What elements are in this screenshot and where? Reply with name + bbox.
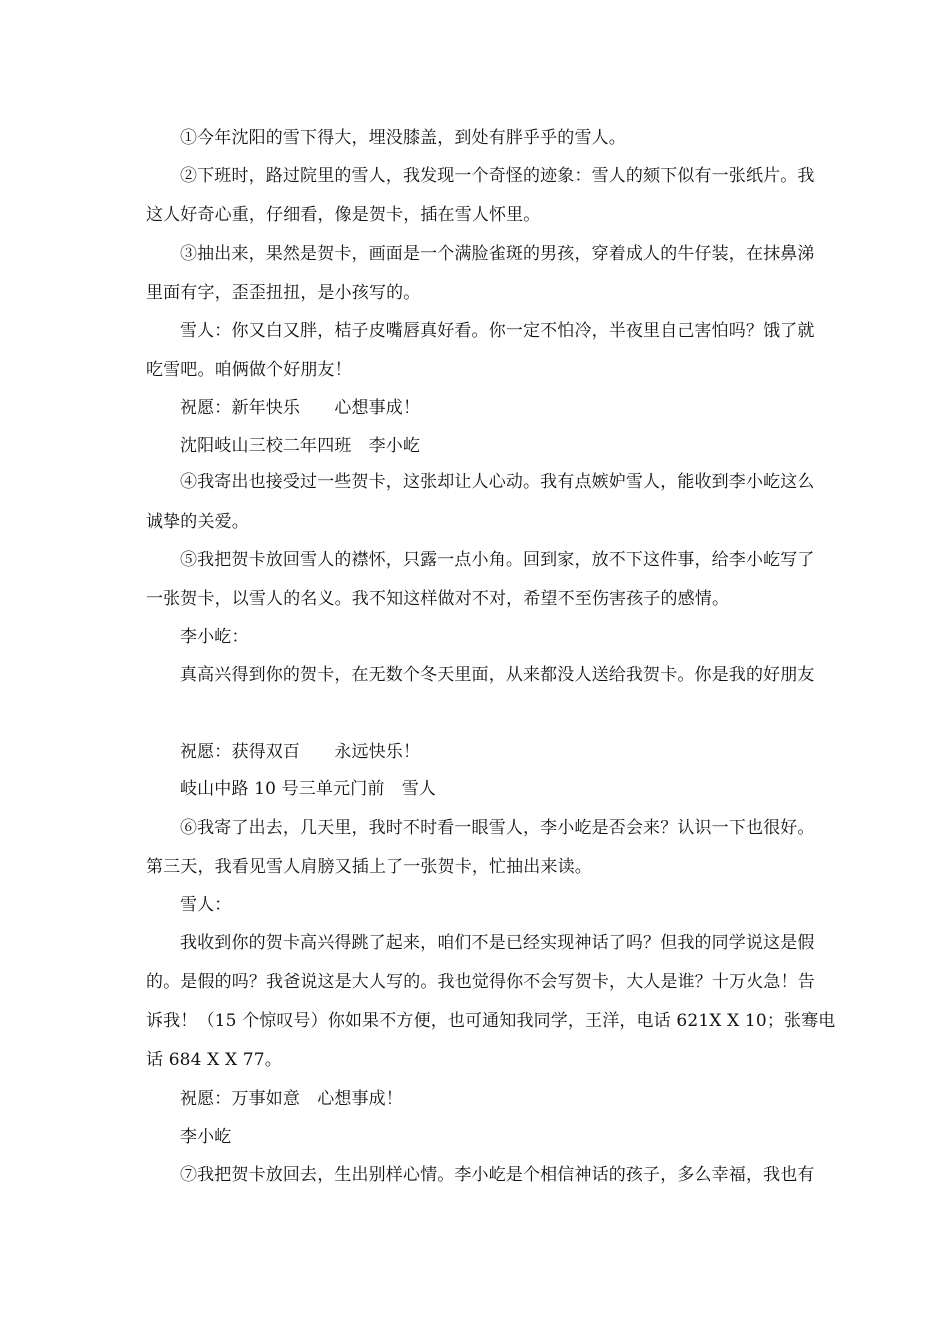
card-3-signature: 李小屹 [180,1127,232,1147]
card-3-greeting: 雪人： [180,895,232,915]
paragraph-5-line-1: ⑤我把贺卡放回雪人的襟怀，只露一点小角。回到家，放不下这件事，给李小屹写了 [180,550,815,570]
card-2-signature: 岐山中路 10 号三单元门前 雪人 [180,779,436,799]
card-3-line-1: 我收到你的贺卡高兴得跳了起来，咱们不是已经实现神话了吗？但我的同学说这是假 [180,933,815,953]
paragraph-3-line-1: ③抽出来，果然是贺卡，画面是一个满脸雀斑的男孩，穿着成人的牛仔装，在抹鼻涕 [180,244,815,264]
card-2-line-1: 真高兴得到你的贺卡，在无数个冬天里面，从来都没人送给我贺卡。你是我的好朋友 [180,665,815,685]
paragraph-4-line-1: ④我寄出也接受过一些贺卡，这张却让人心动。我有点嫉妒雪人，能收到李小屹这么 [180,472,815,492]
paragraph-2-line-2: 这人好奇心重，仔细看，像是贺卡，插在雪人怀里。 [146,205,541,225]
card-2-greeting: 李小屹： [180,627,249,647]
paragraph-6-line-1: ⑥我寄了出去，几天里，我时不时看一眼雪人，李小屹是否会来？认识一下也很好。 [180,818,815,838]
card-3-line-2: 的。是假的吗？我爸说这是大人写的。我也觉得你不会写贺卡，大人是谁？十万火急！告 [146,972,815,992]
card-1-line-2: 吃雪吧。咱俩做个好朋友！ [146,360,352,380]
paragraph-4-line-2: 诚挚的关爱。 [146,512,249,532]
card-2-wishes: 祝愿：获得双百 永远快乐！ [180,742,421,762]
card-1-line-1: 雪人：你又白又胖，桔子皮嘴唇真好看。你一定不怕冷，半夜里自己害怕吗？饿了就 [180,321,815,341]
card-3-line-3: 诉我！（15 个惊叹号）你如果不方便，也可通知我同学，王洋，电话 621X X 10；张骞电 [146,1011,836,1031]
paragraph-7-line-1: ⑦我把贺卡放回去，生出别样心情。李小屹是个相信神话的孩子，多么幸福，我也有 [180,1165,815,1185]
card-3-line-4: 话 684 X X 77。 [146,1050,282,1070]
card-3-wishes: 祝愿：万事如意 心想事成！ [180,1089,403,1109]
card-1-wishes: 祝愿：新年快乐 心想事成！ [180,398,421,418]
card-1-signature: 沈阳岐山三校二年四班 李小屹 [180,436,421,456]
paragraph-1-line-1: ①今年沈阳的雪下得大，埋没膝盖，到处有胖乎乎的雪人。 [180,128,626,148]
paragraph-2-line-1: ②下班时，路过院里的雪人，我发现一个奇怪的迹象：雪人的颏下似有一张纸片。我 [180,166,815,186]
paragraph-5-line-2: 一张贺卡，以雪人的名义。我不知这样做对不对，希望不至伤害孩子的感情。 [146,589,730,609]
paragraph-3-line-2: 里面有字，歪歪扭扭，是小孩写的。 [146,283,421,303]
paragraph-6-line-2: 第三天，我看见雪人肩膀又插上了一张贺卡，忙抽出来读。 [146,857,592,877]
